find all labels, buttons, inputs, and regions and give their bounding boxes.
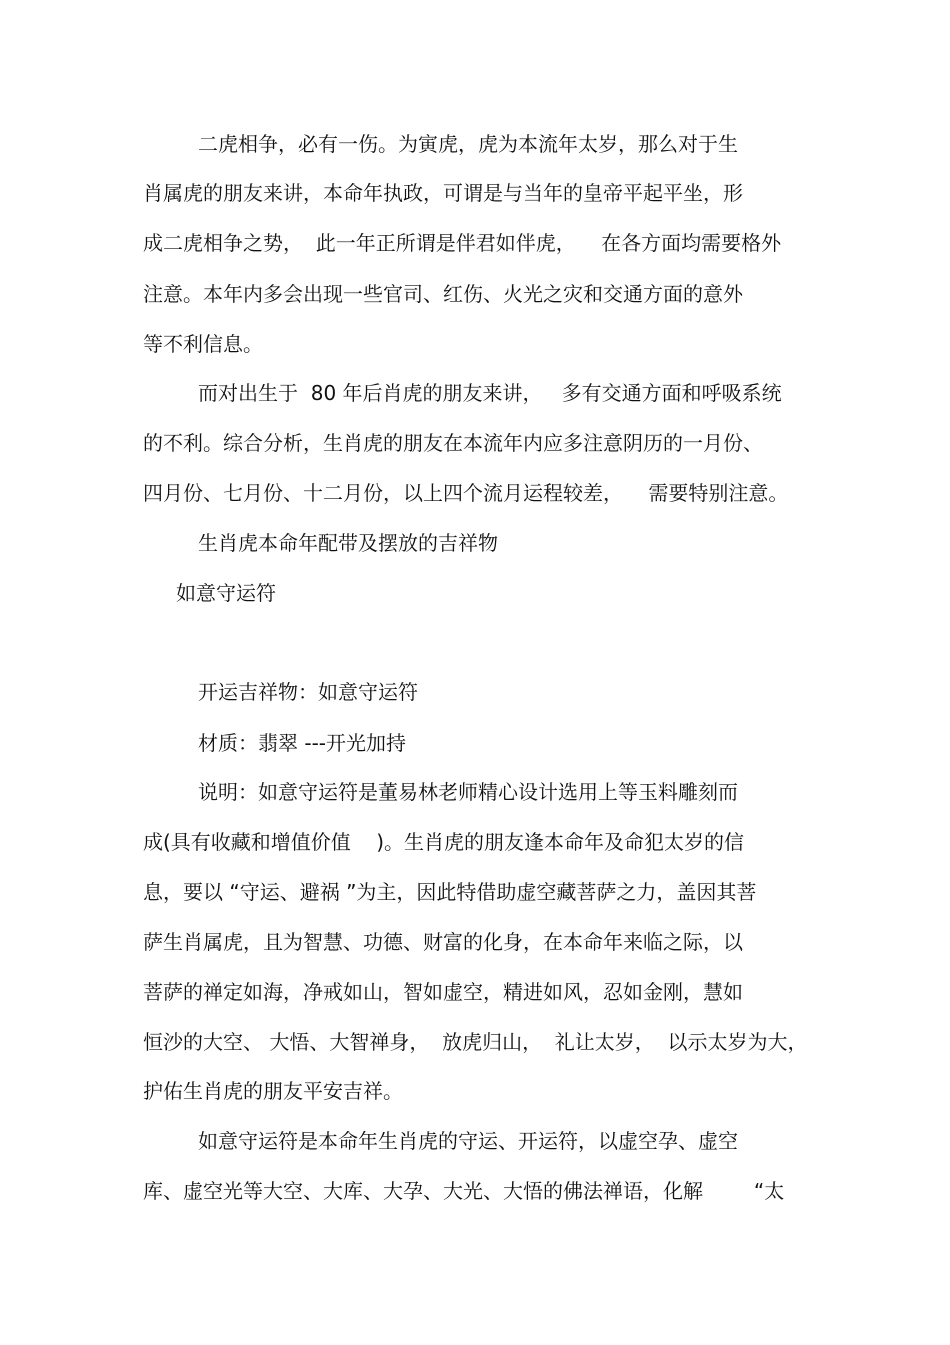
- paragraph-2-line-2: 的不利。综合分析，生肖虎的朋友在本流年内应多注意阴历的一月份、: [143, 431, 763, 455]
- material-label: 材质：翡翠 ---开光加持: [198, 731, 407, 755]
- description-line-3: 息，要以 “守运、避祸 ”为主，因此特借助虚空藏菩萨之力，盖因其菩: [143, 880, 757, 904]
- mascot-heading: 生肖虎本命年配带及摆放的吉祥物: [198, 531, 498, 555]
- last-paragraph-line-1: 如意守运符是本命年生肖虎的守运、开运符，以虚空孕、虚空: [198, 1129, 738, 1153]
- paragraph-2-line-3: 四月份、七月份、十二月份，以上四个流月运程较差， 需要特别注意。: [143, 481, 789, 505]
- last-paragraph-line-2: 库、虚空光等大空、大库、大孕、大光、大悟的佛法禅语，化解 “太: [143, 1179, 785, 1203]
- description-line-7: 护佑生肖虎的朋友平安吉祥。: [143, 1079, 403, 1103]
- description-line-4: 萨生肖属虎，且为智慧、功德、财富的化身，在本命年来临之际，以: [143, 930, 743, 954]
- paragraph-2-line-1: 而对出生于 80 年后肖虎的朋友来讲， 多有交通方面和呼吸系统: [198, 381, 782, 405]
- description-line-6: 恒沙的大空、 大悟、大智禅身， 放虎归山， 礼让太岁， 以示太岁为大，: [143, 1030, 808, 1054]
- description-line-1: 说明：如意守运符是董易林老师精心设计选用上等玉料雕刻而: [198, 780, 738, 804]
- item-name: 如意守运符: [176, 581, 276, 605]
- paragraph-1-line-3: 成二虎相争之势， 此一年正所谓是伴君如伴虎， 在各方面均需要格外: [143, 231, 782, 255]
- mascot-label: 开运吉祥物：如意守运符: [198, 680, 418, 704]
- description-line-5: 菩萨的禅定如海，净戒如山，智如虚空，精进如风，忍如金刚，慧如: [143, 980, 743, 1004]
- paragraph-1-line-2: 肖属虎的朋友来讲，本命年执政，可谓是与当年的皇帝平起平坐，形: [143, 181, 743, 205]
- paragraph-1-line-4: 注意。本年内多会出现一些官司、红伤、火光之灾和交通方面的意外: [143, 282, 743, 306]
- description-line-2: 成(具有收藏和增值价值 )。生肖虎的朋友逢本命年及命犯太岁的信: [143, 830, 745, 854]
- paragraph-1-line-1: 二虎相争，必有一伤。为寅虎，虎为本流年太岁，那么对于生: [198, 132, 738, 156]
- paragraph-1-line-5: 等不利信息。: [143, 332, 263, 356]
